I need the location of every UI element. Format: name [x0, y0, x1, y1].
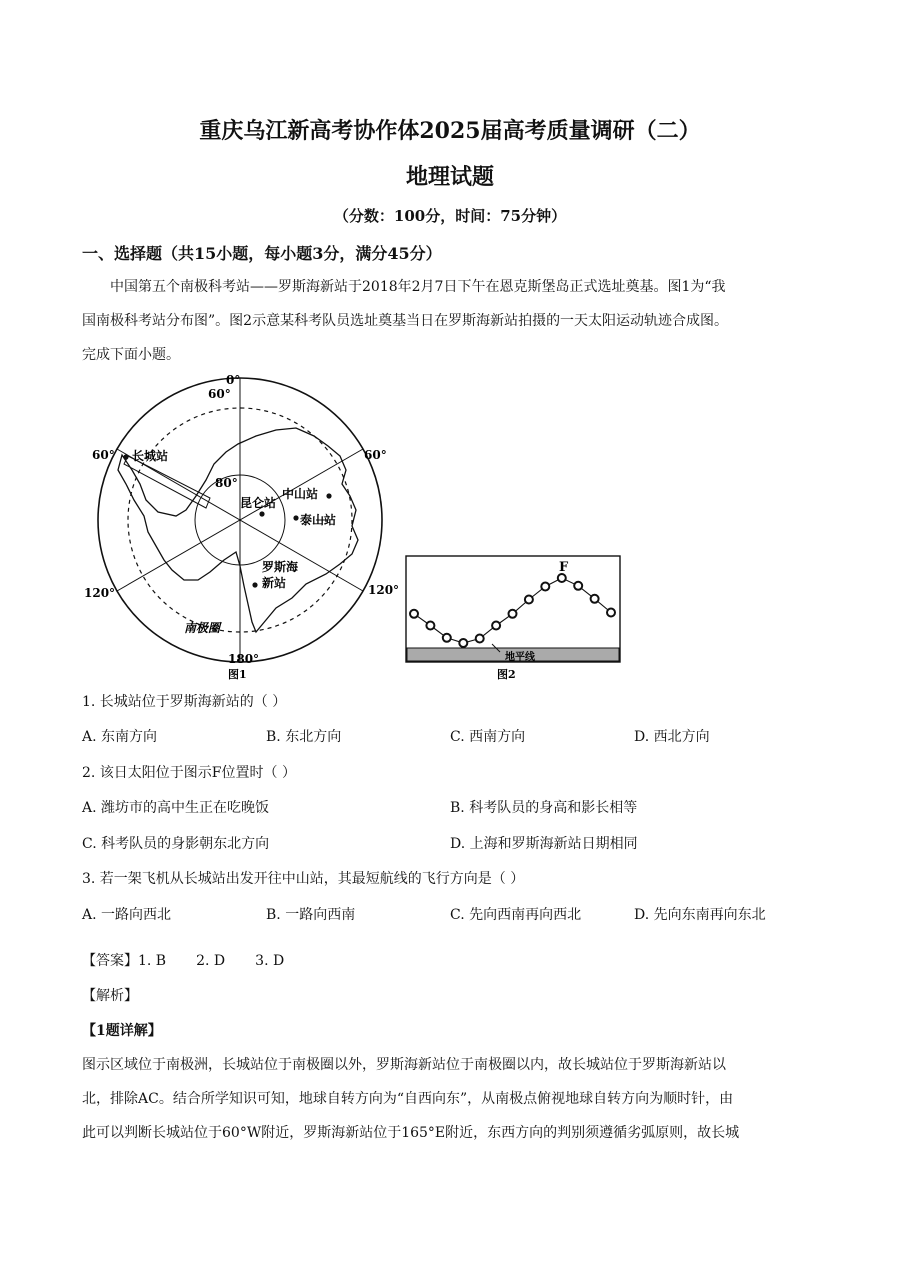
- label-left-60: 60°: [92, 448, 115, 462]
- figure2-sunpath: [406, 556, 620, 681]
- figure1-map: [84, 373, 399, 681]
- label-80deg: 80°: [215, 476, 238, 490]
- answer-row: [82, 950, 284, 970]
- kunlun-station-dot: [259, 511, 264, 516]
- intro-line: 完成下面小题。: [82, 347, 180, 363]
- label-zhongshan: 中山站: [282, 487, 319, 501]
- label-great-wall: 长城站: [132, 449, 169, 463]
- q3-option-b: B. 一路向西南: [266, 907, 356, 923]
- label-kunlun: 昆仑站: [240, 496, 277, 510]
- sun-position-marker: [558, 574, 566, 582]
- sun-position-marker: [476, 635, 484, 643]
- great-wall-station-dot: [123, 454, 128, 459]
- question-1-stem: 1. 长城站位于罗斯海新站的（ ）: [82, 694, 287, 710]
- q1-option-c: C. 西南方向: [450, 729, 526, 745]
- sun-position-marker: [574, 582, 582, 590]
- intro-line: 国南极科考站分布图”。图2示意某科考队员选址奠基当日在罗斯海新站拍摄的一天太阳运动轨迹合成图。: [82, 313, 729, 329]
- figure2-caption: 图2: [497, 668, 516, 681]
- taishan-station-dot: [293, 515, 298, 520]
- figure1-caption: 图1: [228, 668, 247, 681]
- label-horizon: 地平线: [505, 652, 535, 663]
- label-antarctic-circle: 南极圈: [184, 621, 221, 635]
- q1-option-d: D. 西北方向: [634, 729, 710, 745]
- section-heading: 一、选择题（共15小题，每小题3分，满分45分）: [82, 244, 442, 263]
- zhongshan-station-dot: [326, 493, 331, 498]
- q1-option-a: A. 东南方向: [82, 729, 158, 745]
- intro-line: 中国第五个南极科考站——罗斯海新站于2018年2月7日下午在恩克斯堡岛正式选址奠基。图1为“我: [110, 279, 726, 295]
- analysis-line: 图示区域位于南极洲，长城站位于南极圈以外，罗斯海新站位于南极圈以内，故长城站位于罗斯海新站以: [82, 1057, 726, 1073]
- label-ross-line1: 罗斯海: [262, 560, 299, 574]
- label-left-120: 120°: [84, 586, 116, 600]
- analysis-line: 此可以判断长城站位于60°W附近，罗斯海新站位于165°E附近，东西方向的判别须遵循劣弧原则，故长城: [82, 1125, 740, 1141]
- q2-option-b: B. 科考队员的身高和影长相等: [450, 800, 638, 816]
- sun-position-marker: [541, 583, 549, 591]
- sun-position-marker: [443, 634, 451, 642]
- ross-sea-station-dot: [252, 582, 257, 587]
- answer-item: 3. D: [255, 953, 285, 969]
- label-180deg: 180°: [228, 652, 260, 666]
- q2-option-c: C. 科考队员的身影朝东北方向: [82, 836, 270, 852]
- label-upper-60: 60°: [208, 387, 231, 401]
- subject-title: 地理试题: [405, 164, 494, 190]
- q1-detail-label: 【1题详解】: [82, 1023, 162, 1039]
- answer-label: 【答案】: [82, 953, 138, 969]
- label-ross-line2: 新站: [262, 576, 287, 590]
- sun-position-marker: [459, 639, 467, 647]
- label-taishan: 泰山站: [300, 513, 337, 527]
- answer-item: 2. D: [196, 953, 226, 969]
- sun-position-marker: [509, 610, 517, 618]
- label-0deg: 0°: [226, 373, 241, 387]
- q2-option-d: D. 上海和罗斯海新站日期相同: [450, 836, 638, 852]
- label-point-f: F: [559, 560, 569, 575]
- score-time: （分数：100分，时间：75分钟）: [333, 207, 567, 225]
- question-3-stem: 3. 若一架飞机从长城站出发开往中山站，其最短航线的飞行方向是（ ）: [82, 871, 525, 887]
- answer-item: 1. B: [138, 953, 167, 969]
- sun-position-marker: [410, 610, 418, 618]
- analysis-line: 北，排除AC。结合所学知识可知，地球自转方向为“自西向东”，从南极点俯视地球自转方向为顺时针，由: [82, 1091, 734, 1107]
- analysis-label: 【解析】: [82, 988, 138, 1004]
- label-right-60: 60°: [364, 448, 387, 462]
- q3-option-a: A. 一路向西北: [82, 907, 172, 923]
- question-2-stem: 2. 该日太阳位于图示F位置时（ ）: [82, 765, 296, 781]
- q2-option-a: A. 潍坊市的高中生正在吃晚饭: [82, 800, 270, 816]
- analysis-paragraph: [82, 1048, 822, 1150]
- sun-points: [410, 574, 615, 647]
- sun-position-marker: [426, 622, 434, 630]
- q3-option-d: D. 先向东南再向东北: [634, 907, 766, 923]
- sun-position-marker: [525, 596, 533, 604]
- peninsula-outline: [124, 456, 210, 508]
- q3-option-c: C. 先向西南再向西北: [450, 907, 582, 923]
- sun-position-marker: [591, 595, 599, 603]
- sun-position-marker: [607, 609, 615, 617]
- exam-title: 重庆乌江新高考协作体2025届高考质量调研（二）: [199, 118, 701, 144]
- q1-option-b: B. 东北方向: [266, 729, 342, 745]
- label-right-120: 120°: [368, 583, 400, 597]
- sun-position-marker: [492, 622, 500, 630]
